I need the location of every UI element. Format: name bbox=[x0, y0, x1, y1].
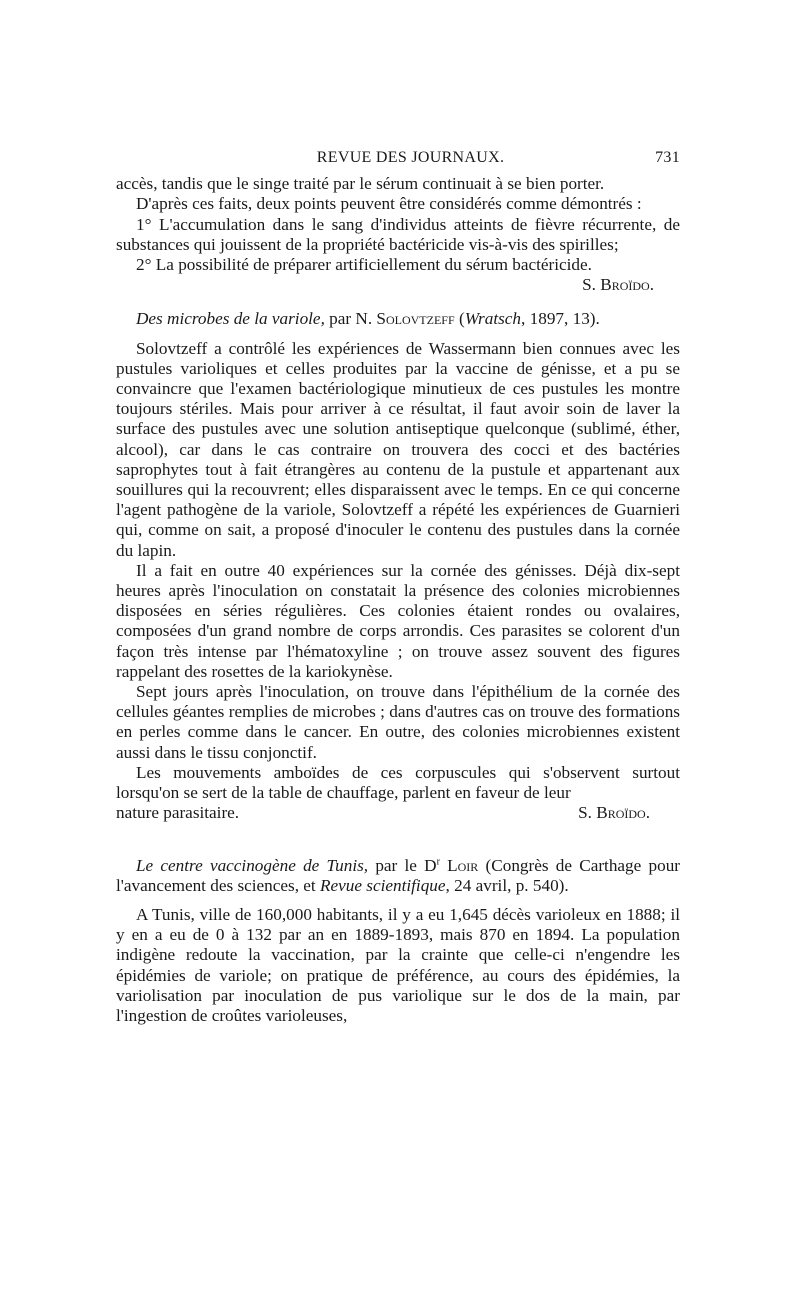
running-header bbox=[116, 148, 680, 168]
paragraph-end: nature parasitaire. bbox=[116, 803, 240, 823]
article-title: Des microbes de la variole, bbox=[136, 309, 325, 329]
journal-name: Wratsch bbox=[464, 309, 522, 329]
article-fievre-recurrente bbox=[116, 174, 680, 295]
signature: S. Broïdo. bbox=[582, 275, 654, 295]
signature: S. Broïdo. bbox=[578, 803, 650, 823]
closing-line bbox=[116, 803, 680, 823]
paragraph: Sept jours après l'inoculation, on trouve dans l'épithélium de la cornée des cellules géantes remplies de microbes ; dans d'autres cas on trouve des formations en perles comme dans le cancer. En outre, des colonies microbiennes existent aussi dans le tissu conjonctif. bbox=[116, 682, 680, 762]
article-centre-vaccinogene bbox=[116, 856, 680, 1027]
article-title: Le centre vaccinogène de Tunis, bbox=[136, 855, 369, 875]
journal-title: REVUE DES JOURNAUX. bbox=[316, 149, 505, 166]
page-number: 731 bbox=[655, 149, 680, 166]
article-heading: Le centre vaccinogène de Tunis, par le $D^r$ Loir (Congrès de Carthage pour l'avancement des sciences, et Revue scientifique, 24 avril, p. 540). bbox=[116, 855, 681, 895]
paragraph: A Tunis, ville de 160,000 habitants, il y a eu 1,645 décès varioleux en 1888; il y en a eu de 0 à 132 par an en 1889-1893, mais 870 en 1894. La population indigène redoute la vaccination, par la crainte que celle-ci n'engendre les épidémies de variole; on pratique de préférence, au cours des épidémies, la variolisation par inoculation de pus variolique sur le dos de la main, par l'ingestion de croûtes varioleuses, bbox=[116, 904, 680, 1025]
paragraph: 2° La possibilité de préparer artificiellement du sérum bactéricide. bbox=[136, 255, 592, 275]
paragraph: 1° L'accumulation dans le sang d'individus atteints de fièvre récurrente, de substances qui jouissent de la propriété bactéricide vis-à-vis des spirilles; bbox=[116, 214, 680, 254]
article-microbes-variole bbox=[116, 309, 680, 823]
paragraph: Les mouvements amboïdes de ces corpuscules qui s'observent surtout lorsqu'on se sert de la table de chauffage, parlent en faveur de leur bbox=[116, 762, 680, 803]
paragraph: D'après ces faits, deux points peuvent être considérés comme démontrés : bbox=[136, 194, 642, 214]
paragraph: accès, tandis que le singe traité par le sérum continuait à se bien porter. bbox=[116, 174, 605, 194]
article-author: Solovtzeff bbox=[376, 309, 455, 329]
paragraph: Solovtzeff a contrôlé les expériences de Wassermann bien connues avec les pustules varioliques et celles produites par la vaccine de génisse, et a pu se convaincre que l'examen bactériologique minutieux de ces pustules les montre toujours stériles. Mais pour arriver à ce résultat, il faut avoir soin de laver la surface des pustules avec une solution antiseptique quelconque (sublimé, éther, alcool), car dans le cas contraire on trouvera des cocci et des bactéries saprophytes tout à fait étrangères au contenu de la pustule et appartenant aux souillures qui la recouvrent; elles disparaissent avec le temps. En ce qui concerne l'agent pathogène de la variole, Solovtzeff a répété les expériences de Guarnieri qui, comme on sait, a proposé d'inoculer le contenu des pustules dans la cornée du lapin. bbox=[116, 338, 680, 560]
journal-name: Revue scientifique bbox=[320, 875, 446, 895]
paragraph: Il a fait en outre 40 expériences sur la cornée des génisses. Déjà dix-sept heures après l'inoculation on constatait la présence des colonies microbiennes disposées en séries régulières. Ces colonies étaient rondes ou ovalaires, composées d'un grand nombre de corps arrondis. Ces parasites se colorent d'un façon très intense par l'hématoxyline ; on trouve assez souvent des figures rappelant des rosettes de la kariokynèse. bbox=[116, 560, 680, 681]
article-author: Loir bbox=[439, 855, 479, 875]
article-heading: Des microbes de la variole, par N. Solovtzeff (Wratsch, 1897, 13). bbox=[136, 309, 600, 329]
page bbox=[116, 148, 680, 1026]
